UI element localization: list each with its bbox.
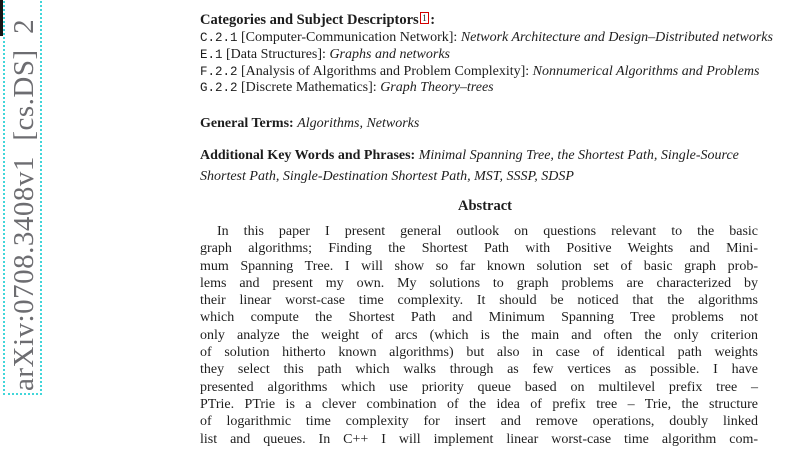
keywords-line xyxy=(200,167,778,188)
category-entry xyxy=(200,47,773,64)
entry-code: G.2.2 xyxy=(200,81,238,96)
categories-heading-colon: : xyxy=(430,12,436,28)
arxiv-stamp[interactable]: arXiv:0708.3408v1 [cs.DS] 2 xyxy=(8,18,40,391)
abstract-line: of solution hitherto known algorithms) but also in case of identical path weights xyxy=(200,345,758,361)
keywords-block xyxy=(200,146,778,187)
entry-category: [Data Structures]: xyxy=(226,46,330,62)
entry-subject: Nonnumerical Algorithms and Problems xyxy=(532,63,760,79)
entry-code: C.2.1 xyxy=(200,31,238,45)
abstract-line: mum Spanning Tree. I will show so far known solution set of basic graph prob- xyxy=(200,258,758,274)
footnote-marker[interactable]: 1 xyxy=(420,12,430,24)
abstract-line: they select this path which walks through as few vertices as possible. I have xyxy=(200,362,758,378)
entry-category: [Analysis of Algorithms and Problem Complexity]: xyxy=(241,63,533,79)
keywords-line xyxy=(200,146,778,167)
abstract-line: only analyze the weight of arcs (which is the main and often the only criterion xyxy=(200,327,758,343)
keywords-value-part2: Shortest Path, Single-Destination Shortest Path, MST, SSSP, SDSP xyxy=(200,168,574,184)
categories-list xyxy=(200,30,773,97)
general-terms-value: Algorithms, Networks xyxy=(297,116,420,131)
entry-code: F.2.2 xyxy=(200,64,238,79)
edge-fragment xyxy=(0,0,3,36)
categories-heading-text: Categories and Subject Descriptors xyxy=(200,12,419,28)
abstract-line: presented algorithms which use priority queue based on multilevel prefix tree – xyxy=(200,379,758,395)
abstract-heading: Abstract xyxy=(458,198,512,214)
abstract-line: PTrie. PTrie is a clever combination of the idea of prefix tree – Trie, the structure xyxy=(200,396,758,412)
category-entry xyxy=(200,80,773,97)
category-entry xyxy=(200,30,773,47)
entry-subject: Graph Theory–trees xyxy=(380,80,494,96)
category-entry xyxy=(200,64,773,81)
abstract-line: lems and present my own. My solutions to graph problems are characterized by xyxy=(200,275,758,291)
categories-heading xyxy=(200,12,435,29)
entry-subject: Graphs and networks xyxy=(329,46,450,62)
abstract-line: list and queues. In C++ I will implement linear worst-case time algorithm com- xyxy=(200,431,758,447)
keywords-value-part1: Minimal Spanning Tree, the Shortest Path, Single-Source xyxy=(418,148,739,163)
keywords-label: Additional Key Words and Phrases: xyxy=(200,148,419,163)
entry-category: [Computer-Communication Network]: xyxy=(241,30,461,45)
general-terms xyxy=(200,116,419,132)
entry-subject: Network Architecture and Design–Distributed networks xyxy=(460,30,773,45)
abstract-line: of logarithmic time complexity for insert and remove operations, doubly linked xyxy=(200,414,758,430)
abstract-line: In this paper I present general outlook on questions relevant to the basic xyxy=(217,224,758,239)
entry-code: E.1 xyxy=(200,47,223,62)
abstract-body xyxy=(200,223,758,448)
abstract-line: their linear worst-case time complexity. It should be noticed that the algorithms xyxy=(200,293,758,309)
general-terms-label: General Terms: xyxy=(200,116,298,131)
abstract-line: which compute the Shortest Path and Minimum Spanning Tree problems not xyxy=(200,310,758,326)
entry-category: [Discrete Mathematics]: xyxy=(241,80,381,96)
abstract-line: graph algorithms; Finding the Shortest Path with Positive Weights and Mini- xyxy=(200,241,758,257)
